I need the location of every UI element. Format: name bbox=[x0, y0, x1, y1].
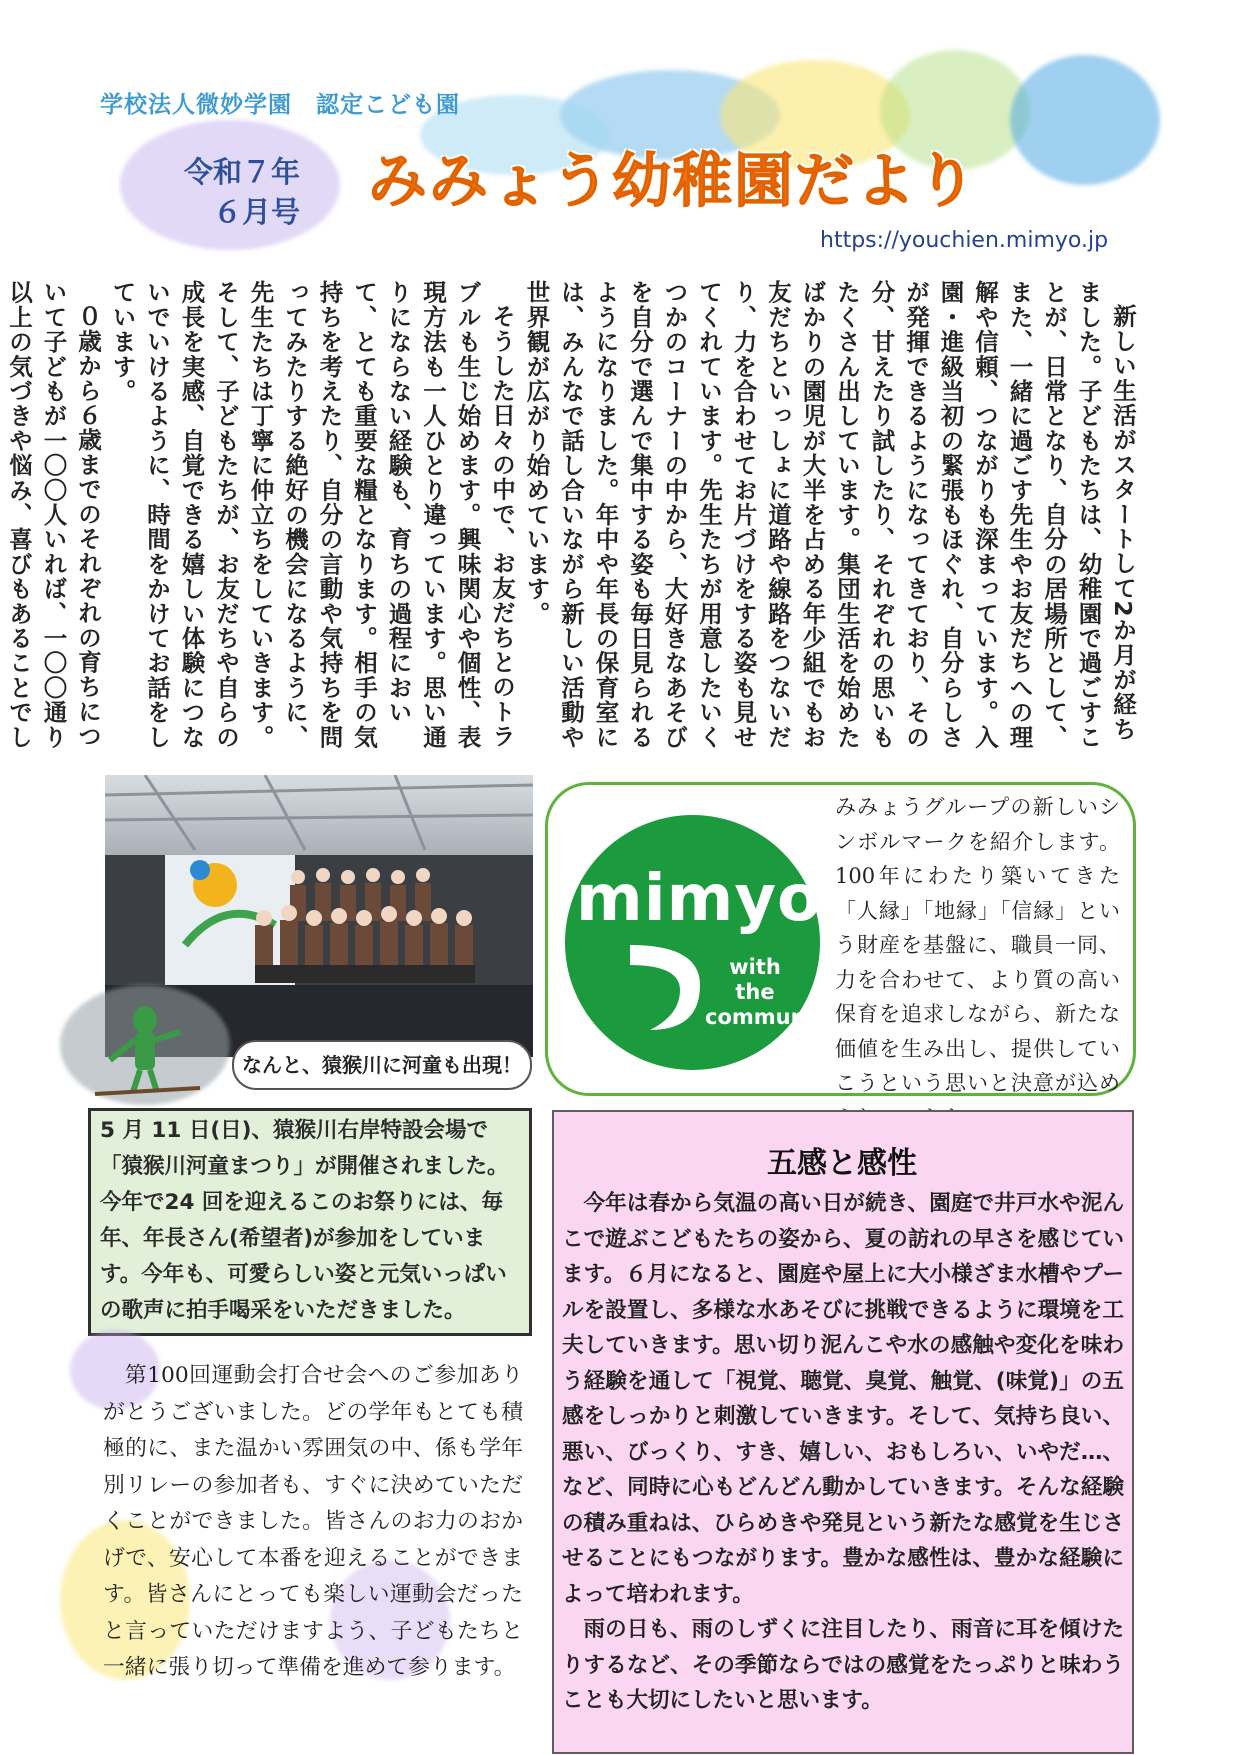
tagline-with: with bbox=[729, 955, 781, 979]
newsletter-title: みみょう幼稚園だより bbox=[368, 146, 979, 215]
tagline-community: community bbox=[705, 1005, 837, 1029]
sports-day-notice: 第100回運動会打合せ会へのご参加ありがとうございました。どの学年もとても積極的に、また温かい雰囲気の中、係も学年別リレーの参加者も、すぐに決めていただくことができました。皆さんのお力のおかげで、安心して本番を迎えることができます。皆さんにとっても楽しい運動会だったと言っていただけますよう、子どもたちと一緒に張り切って準備を進めて参ります。 bbox=[103, 1363, 523, 1680]
issue-month: ６月号 bbox=[212, 195, 300, 229]
senses-column-title: 五感と感性 bbox=[767, 1146, 917, 1181]
senses-paragraph: 雨の日も、雨のしずくに注目したり、雨音に耳を傾けたりするなど、その季節ならではの感覚をたっぷりと味わうことも大切にしたいと思います。 bbox=[562, 1617, 1124, 1713]
organization-name: 学校法人微妙学園 認定こども園 bbox=[100, 92, 460, 118]
issue-date bbox=[170, 152, 300, 232]
tagline-the: the bbox=[735, 980, 775, 1004]
mimyo-logo-word: mimyo bbox=[576, 862, 822, 936]
senses-paragraph: 今年は春から気温の高い日が続き、園庭で井戸水や泥んこで遊ぶこどもたちの姿から、夏の訪れの早さを感じています。６月になると、園庭や屋上に大小様ざま水槽やプールを設置し、多様な水あそびに挑戦できるように環境を工夫していきます。思い切り泥んこや水の感触や変化を味わう経験を通して「視覚、聴覚、臭覚、触覚、(味覚)」の五感をしっかりと刺激していきます。そして、気持ち良い、悪い、びっくり、すき、嬉しい、おもしろい、いやだ…、など、同時に心もどんどん動かしていきます。そんな経験の積み重ねは、ひらめきや発見という新たな感覚を生じさせることにもつながります。豊かな感性は、豊かな経験によって培われます。 bbox=[562, 1191, 1124, 1607]
watercolor-blob bbox=[1010, 55, 1160, 185]
mimyo-logo-swirl-icon bbox=[610, 935, 720, 1045]
festival-report-text: 5 月 11 日(日)、猿猴川右岸特設会場で「猿猴川河童まつり」が開催されました。今年で24 回を迎えるこのお祭りには、毎年、年長さん(希望者)が参加をしています。今年も、可愛らしい姿と元気いっぱいの歌声に拍手喝采をいただきました。 bbox=[100, 1118, 509, 1323]
issue-year: 令和７年 bbox=[183, 155, 300, 189]
article-paragraph: そうした日々の中で、お友だちとのトラブルも生じ始めます。興味関心や個性、表現方法も一人ひとり違っています。思い通りにならない経験も、育ちの過程において、とても重要な糧となります。相手の気持ちを考えたり、自分の言動や気持ちを問ってみたりする絶好の機会になるように、先生たちは丁寧に仲立ちをしていきます。そして、子どもたちが、お友だちや自らの成長を実感、自覚できる嬉しい体験につないでいけるように、時間をかけてお話をしています。 bbox=[108, 280, 516, 750]
website-link[interactable]: https://youchien.mimyo.jp bbox=[820, 228, 1109, 253]
symbol-mark-description: みみょうグループの新しいシンボルマークを紹介します。100年にわたり築いてきた「人縁」「地縁」「信縁」という財産を基盤に、職員一同、力を合わせて、より質の高い保育を追求しながら、新たな価値を生み出し、提供していこうという思いと決意が込め bbox=[835, 795, 1120, 1095]
article-paragraph: 新しい生活がスタートして2か月が経ちました。子どもたちは、幼稚園で過ごすことが、日常となり、自分の居場所として、また、一緒に過ごす先生やお友だちへの理解や信頼、つながりも深まっています。入園・進級当初の緊張もほぐれ、自分らしさが発揮できるようになってきており、その分、甘えたり試したり、それぞれの思いもたくさん出しています。集団生活を始めたばかりの園児が大半を占める年少組でもお友だちといっしょに道路や線路をつないだり、力を合わせてお片づけをする姿も見せてくれています。先生たちが用意したいくつかのコーナーの中から、大好きなあそびを自分で選んで集中する姿も毎日見られるようになりました。年中や年長の保育室には、みんなで話し合いながら新しい活動や世界観が広がり始めています。 bbox=[522, 280, 1137, 750]
mimyo-logo-tagline bbox=[705, 955, 837, 1030]
main-article-vertical bbox=[5, 280, 1140, 750]
photo-caption: なんと、猿猴川に河童も出現！ bbox=[232, 1040, 532, 1090]
senses-column-body bbox=[562, 1186, 1124, 1719]
article-paragraph: ０歳から６歳までのそれぞれの育ちについて子どもが一〇〇人いれば、一〇〇通り以上の気づきや悩み、喜びもあることでし bbox=[5, 280, 102, 750]
kappa-figure bbox=[85, 990, 205, 1100]
